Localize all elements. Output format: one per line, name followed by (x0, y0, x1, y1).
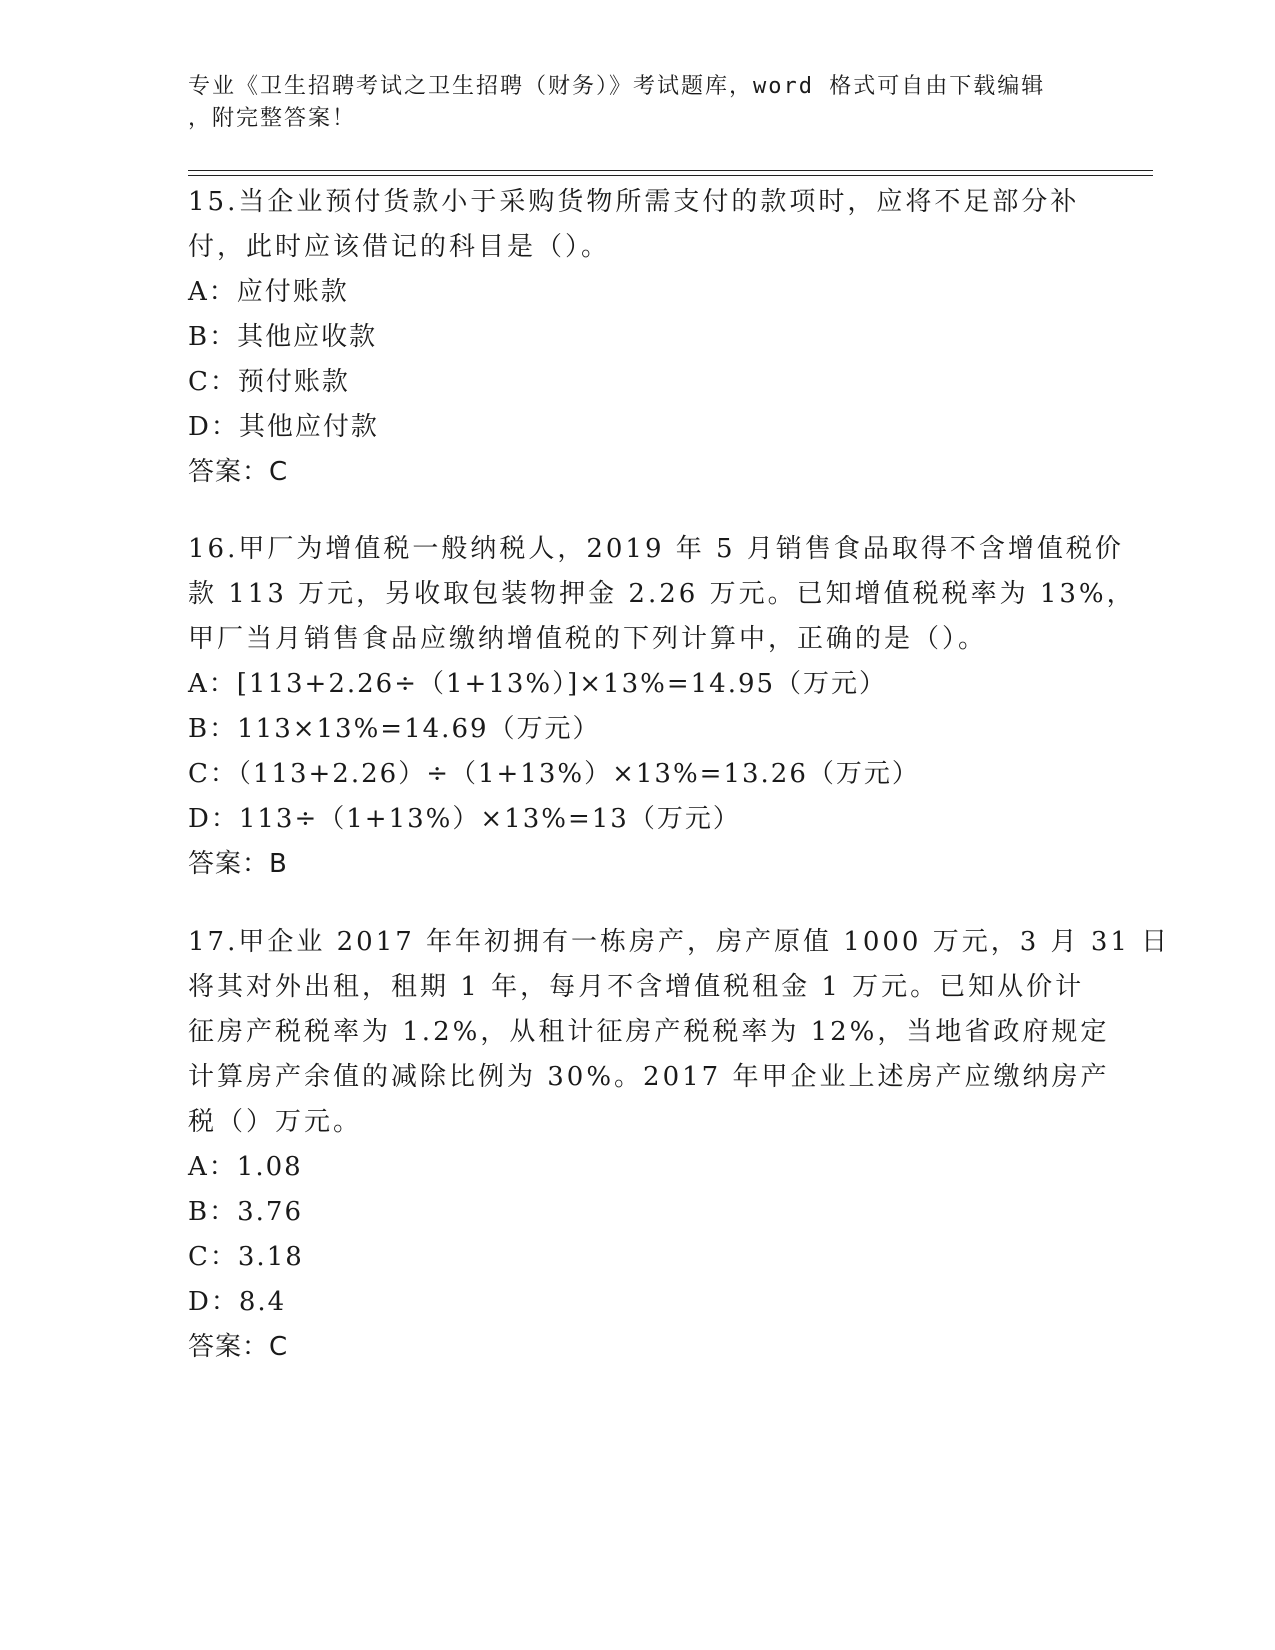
question-15-answer: 答案：C (188, 457, 289, 487)
question-16-option-b: B：113×13%=14.69（万元） (188, 714, 601, 744)
question-16-stem-line-2: 款 113 万元，另收取包装物押金 2.26 万元。已知增值税税率为 13%， (188, 579, 1136, 609)
question-17-stem-line-2: 将其对外出租，租期 1 年，每月不含增值税租金 1 万元。已知从价计 (188, 972, 1085, 1002)
question-16 (188, 527, 1136, 887)
question-17-stem-line-5: 税（）万元。 (188, 1107, 363, 1137)
question-15-option-b: B：其他应收款 (188, 322, 378, 352)
question-15-stem-line-1: 15.当企业预付货款小于采购货物所需支付的款项时，应将不足部分补 (188, 187, 1080, 217)
question-17 (188, 920, 1171, 1370)
question-15-option-d: D：其他应付款 (188, 412, 379, 442)
question-17-stem-line-1: 17.甲企业 2017 年年初拥有一栋房产，房产原值 1000 万元，3 月 31 日 (188, 927, 1171, 957)
question-17-option-a: A：1.08 (188, 1152, 303, 1182)
question-16-option-c: C：（113+2.26）÷（1+13%）×13%=13.26（万元） (188, 759, 920, 789)
question-16-stem-line-3: 甲厂当月销售食品应缴纳增值税的下列计算中，正确的是（）。 (188, 624, 988, 654)
question-16-option-a: A：[113+2.26÷（1+13%）]×13%=14.95（万元） (188, 669, 888, 699)
document-header-line-2: ，附完整答案！ (188, 106, 357, 131)
question-16-option-d: D：113÷（1+13%）×13%=13（万元） (188, 804, 741, 834)
question-16-stem-line-1: 16.甲厂为增值税一般纳税人，2019 年 5 月销售食品取得不含增值税价 (188, 534, 1124, 564)
question-17-option-b: B：3.76 (188, 1197, 303, 1227)
question-17-answer: 答案：C (188, 1332, 289, 1362)
document-header-line-1: 专业《卫生招聘考试之卫生招聘（财务）》考试题库，word 格式可自由下载编辑 (188, 74, 1046, 99)
question-15-stem-line-2: 付，此时应该借记的科目是（）。 (188, 232, 611, 262)
question-17-option-c: C：3.18 (188, 1242, 304, 1272)
question-15-option-c: C：预付账款 (188, 367, 350, 397)
question-17-option-d: D：8.4 (188, 1287, 287, 1317)
question-17-stem-line-4: 计算房产余值的减除比例为 30%。2017 年甲企业上述房产应缴纳房产 (188, 1062, 1110, 1092)
header-divider-top (188, 170, 1153, 171)
question-17-stem-line-3: 征房产税税率为 1.2%，从租计征房产税税率为 12%，当地省政府规定 (188, 1017, 1110, 1047)
question-15-option-a: A：应付账款 (188, 277, 349, 307)
header-divider-bottom (188, 175, 1153, 176)
question-16-answer: 答案：B (188, 849, 288, 879)
question-15 (188, 180, 1088, 495)
